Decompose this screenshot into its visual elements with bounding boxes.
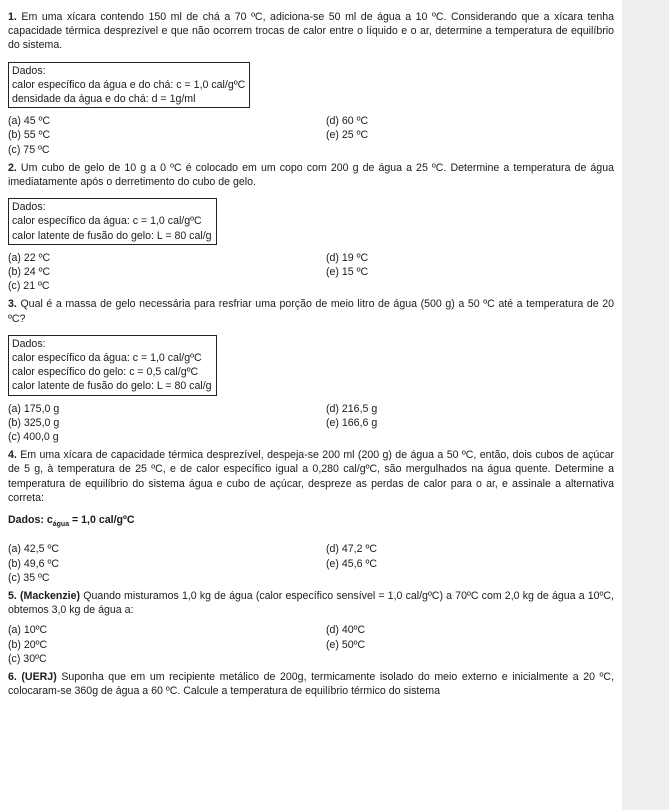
question-4 bbox=[8, 448, 614, 505]
data-box-line: calor latente de fusão do gelo: L = 80 cal/g bbox=[12, 229, 212, 242]
question-6 bbox=[8, 670, 614, 698]
question-3 bbox=[8, 297, 614, 325]
option-e[interactable]: (e) 50ºC bbox=[326, 638, 366, 651]
question-4-text: Em uma xícara de capacidade térmica desprezível, despeja-se 200 ml (200 g) de água a 50 ºC, então, dois cubos de açúcar de 5 g, à temperatura de 25 ºC, e de calor específico igual a 0,280 cal/gºC, são mergulhados na água quente. Determine a temperatura de equilíbrio do sistema água e cubo de açúcar, despreze as perdas de calor para o ar, e assinale a alternativa correta: bbox=[8, 449, 614, 504]
option-c[interactable]: (c) 75 ºC bbox=[8, 143, 50, 156]
option-a[interactable]: (a) 45 ºC bbox=[8, 115, 51, 128]
question-1-data-box bbox=[8, 62, 250, 109]
data-box-line: calor específico da água: c = 1,0 cal/gºC bbox=[12, 352, 202, 365]
option-e[interactable]: (e) 45,6 ºC bbox=[326, 557, 377, 570]
question-2-number: 2. bbox=[8, 161, 17, 174]
question-4-options bbox=[8, 542, 614, 585]
option-d[interactable]: (d) 60 ºC bbox=[326, 115, 369, 128]
option-d[interactable]: (d) 40ºC bbox=[326, 624, 366, 637]
data-box-line: calor específico da água: c = 1,0 cal/gºC bbox=[12, 215, 202, 228]
option-d[interactable]: (d) 216,5 g bbox=[326, 402, 378, 415]
option-c[interactable]: (c) 35 ºC bbox=[8, 571, 50, 584]
question-3-options bbox=[8, 402, 614, 445]
data-box-line: calor específico do gelo: c = 0,5 cal/gºC bbox=[12, 366, 199, 379]
data-box-line: calor latente de fusão do gelo: L = 80 cal/g bbox=[12, 380, 212, 393]
question-5-number: 5. (Mackenzie) bbox=[8, 590, 81, 603]
right-gutter bbox=[622, 0, 669, 810]
data-box-title: Dados: bbox=[12, 201, 46, 214]
data-box-line: calor específico da água e do chá: c = 1,0 cal/gºC bbox=[12, 78, 246, 91]
option-b[interactable]: (b) 55 ºC bbox=[8, 129, 51, 142]
question-1 bbox=[8, 10, 614, 53]
option-a[interactable]: (a) 22 ºC bbox=[8, 251, 51, 264]
question-5-text: Quando misturamos 1,0 kg de água (calor específico sensível = 1,0 cal/gºC) a 70ºC com 2,0 kg de água a 10ºC, obtemos 3,0 kg de água a: bbox=[8, 590, 614, 617]
option-c[interactable]: (c) 400,0 g bbox=[8, 431, 59, 444]
option-c[interactable]: (c) 30ºC bbox=[8, 652, 47, 665]
question-1-text: Em uma xícara contendo 150 ml de chá a 70 ºC, adiciona-se 50 ml de água a 10 ºC. Considerando que a xícara tenha capacidade térmica desprezível e que não ocorrem trocas de calor entre o líquido e o ar, determine a temperatura de equilíbrio do sistema. bbox=[8, 11, 614, 52]
option-b[interactable]: (b) 49,6 ºC bbox=[8, 557, 59, 570]
data-prefix: Dados: c bbox=[8, 514, 53, 527]
data-box-line: densidade da água e do chá: d = 1g/ml bbox=[12, 93, 196, 106]
question-2-data-box bbox=[8, 198, 217, 245]
data-box-title: Dados: bbox=[12, 337, 46, 350]
exercise-list bbox=[8, 10, 614, 704]
question-3-data-box bbox=[8, 335, 217, 396]
option-b[interactable]: (b) 325,0 g bbox=[8, 416, 60, 429]
question-5 bbox=[8, 589, 614, 617]
option-c[interactable]: (c) 21 ºC bbox=[8, 280, 50, 293]
question-2-options bbox=[8, 251, 614, 294]
option-b[interactable]: (b) 24 ºC bbox=[8, 266, 51, 279]
question-3-text: Qual é a massa de gelo necessária para resfriar uma porção de meio litro de água (500 g) a 50 ºC até a temperatura de 20 ºC? bbox=[8, 298, 614, 325]
question-2-text: Um cubo de gelo de 10 g a 0 ºC é colocado em um copo com 200 g de água a 25 ºC. Determine a temperatura de água imediatamente após o derretimento do cubo de gelo. bbox=[8, 161, 614, 189]
question-3-number: 3. bbox=[8, 298, 17, 311]
option-a[interactable]: (a) 175,0 g bbox=[8, 402, 60, 415]
option-a[interactable]: (a) 10ºC bbox=[8, 624, 48, 637]
question-6-number: 6. (UERJ) bbox=[8, 671, 57, 684]
question-1-options bbox=[8, 114, 614, 157]
option-d[interactable]: (d) 19 ºC bbox=[326, 251, 369, 264]
question-6-text: Suponha que em um recipiente metálico de 200g, termicamente isolado do meio externo e inicialmente a 20 ºC, colocaram-se 360g de água a 60 ºC. Calcule a temperatura de equilíbrio térmico do sistema bbox=[8, 671, 615, 698]
question-4-data-line bbox=[8, 513, 614, 532]
data-box-title: Dados: bbox=[12, 64, 46, 77]
option-a[interactable]: (a) 42,5 ºC bbox=[8, 543, 59, 556]
data-suffix: = 1,0 cal/gºC bbox=[69, 514, 135, 527]
option-e[interactable]: (e) 166,6 g bbox=[326, 416, 378, 429]
option-e[interactable]: (e) 25 ºC bbox=[326, 129, 369, 142]
data-subscript: água bbox=[52, 521, 70, 529]
question-4-number: 4. bbox=[8, 449, 17, 462]
option-b[interactable]: (b) 20ºC bbox=[8, 638, 48, 651]
question-2 bbox=[8, 161, 614, 189]
question-1-number: 1. bbox=[8, 11, 17, 23]
option-d[interactable]: (d) 47,2 ºC bbox=[326, 543, 377, 556]
question-5-options bbox=[8, 623, 614, 666]
option-e[interactable]: (e) 15 ºC bbox=[326, 266, 369, 279]
